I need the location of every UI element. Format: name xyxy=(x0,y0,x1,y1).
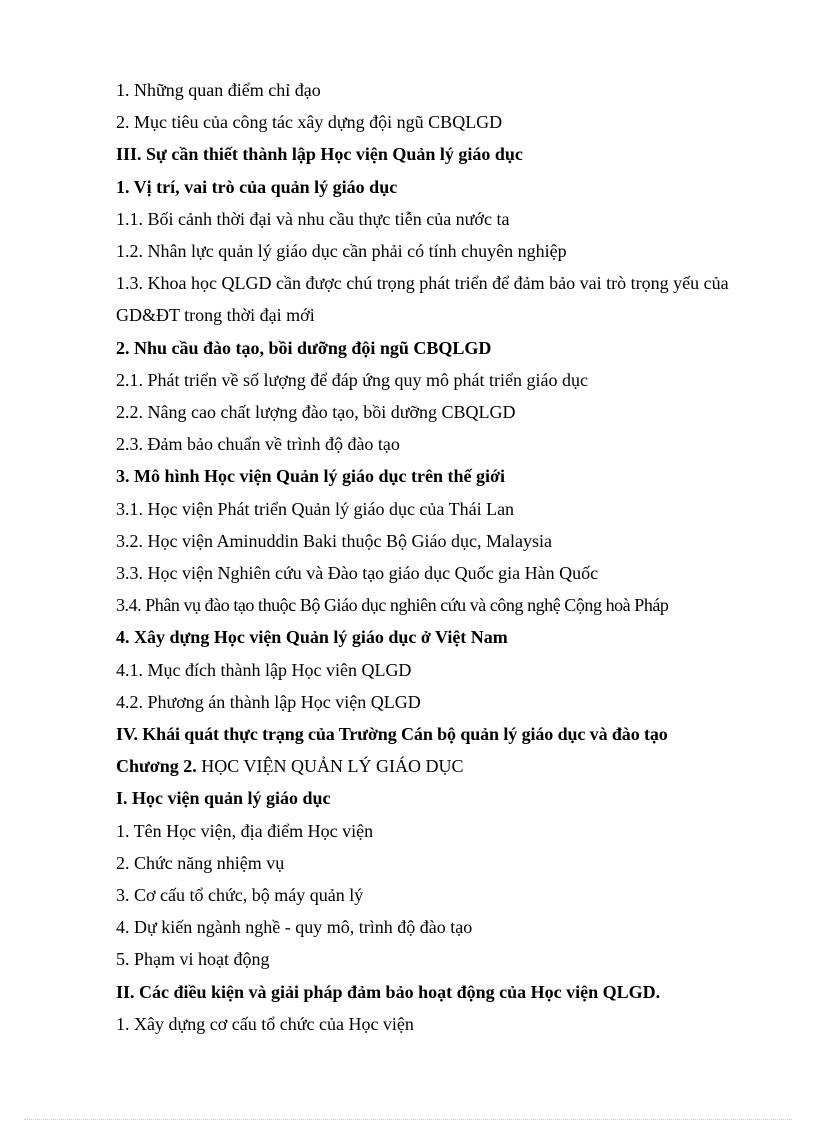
toc-chapter-heading xyxy=(116,750,736,782)
toc-line: 5. Phạm vi hoạt động xyxy=(116,949,270,970)
toc-line: 3.4. Phân vụ đào tạo thuộc Bộ Giáo dục nghiên cứu và công nghệ Cộng hoà Pháp xyxy=(116,595,669,616)
toc-line: 1. Tên Học viện, địa điểm Học viện xyxy=(116,820,374,841)
toc-subsection-heading: 3. Mô hình Học viện Quản lý giáo dục trên thế giới xyxy=(116,466,505,487)
toc-line: 4.2. Phương án thành lập Học viện QLGD xyxy=(116,691,421,712)
toc-line: 2.2. Nâng cao chất lượng đào tạo, bồi dưỡng CBQLGD xyxy=(116,402,516,423)
toc-line: 1.2. Nhân lực quản lý giáo dục cần phải có tính chuyên nghiệp xyxy=(116,241,567,262)
toc-line: 1. Xây dựng cơ cấu tổ chức của Học viện xyxy=(116,1013,414,1034)
toc-line: 4. Dự kiến ngành nghề - quy mô, trình độ đào tạo xyxy=(116,917,473,938)
page-bottom-divider xyxy=(24,1119,792,1120)
toc-line: 4.1. Mục đích thành lập Học viên QLGD xyxy=(116,659,412,680)
chapter-title: HỌC VIỆN QUẢN LÝ GIÁO DỤC xyxy=(196,756,464,777)
toc-line: 1.3. Khoa học QLGD cần được chú trọng phát triển để đảm bảo vai trò trọng yếu của GD&ĐT trong thời đại mới xyxy=(116,273,729,326)
toc-line: 2. Mục tiêu của công tác xây dựng đội ngũ CBQLGD xyxy=(116,112,503,133)
toc-section-heading: II. Các điều kiện và giải pháp đảm bảo hoạt động của Học viện QLGD. xyxy=(116,981,661,1002)
toc-line: 2.1. Phát triển về số lượng để đáp ứng quy mô phát triển giáo dục xyxy=(116,369,588,390)
chapter-label: Chương 2. xyxy=(116,756,197,777)
toc-line: 3.2. Học viện Aminuddin Baki thuộc Bộ Giáo dục, Malaysia xyxy=(116,530,552,551)
toc-subsection-heading: 4. Xây dựng Học viện Quản lý giáo dục ở Việt Nam xyxy=(116,627,508,648)
toc-line: 3.1. Học viện Phát triển Quản lý giáo dục của Thái Lan xyxy=(116,498,515,519)
toc-line: 1. Những quan điểm chỉ đạo xyxy=(116,80,321,100)
table-of-contents xyxy=(116,74,736,1040)
toc-line: 3. Cơ cấu tổ chức, bộ máy quản lý xyxy=(116,885,364,906)
toc-subsection-heading: 2. Nhu cầu đào tạo, bồi dưỡng đội ngũ CBQLGD xyxy=(116,337,492,358)
toc-section-heading: IV. Khái quát thực trạng của Trường Cán bộ quản lý giáo dục và đào tạo xyxy=(116,724,668,745)
toc-section-heading: I. Học viện quản lý giáo dục xyxy=(116,788,331,809)
toc-line: 2.3. Đảm bảo chuẩn về trình độ đào tạo xyxy=(116,434,400,455)
toc-section-heading: III. Sự cần thiết thành lập Học viện Quản lý giáo dục xyxy=(116,144,523,165)
toc-line: 1.1. Bối cảnh thời đại và nhu cầu thực tiễn của nước ta xyxy=(116,208,510,229)
toc-subsection-heading: 1. Vị trí, vai trò của quản lý giáo dục xyxy=(116,176,398,197)
toc-line: 2. Chức năng nhiệm vụ xyxy=(116,852,285,873)
toc-line: 3.3. Học viện Nghiên cứu và Đào tạo giáo dục Quốc gia Hàn Quốc xyxy=(116,563,599,584)
